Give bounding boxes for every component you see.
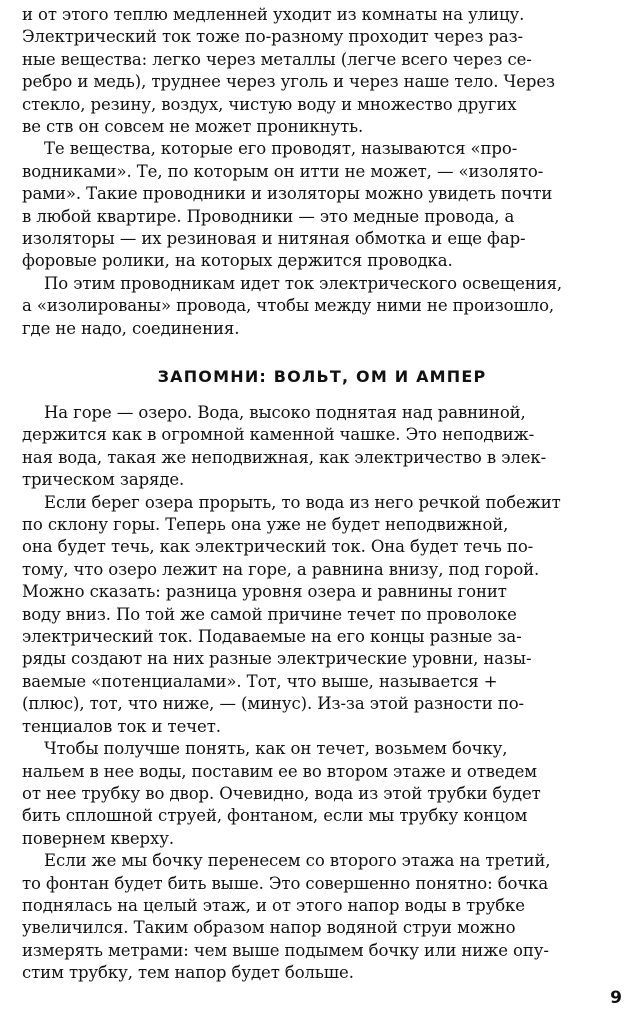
text-line: тому, что озеро лежит на горе, а равнина внизу, под горой. bbox=[22, 559, 540, 579]
text-line: нальем в нее воды, поставим ее во втором этаже и отведем bbox=[22, 761, 538, 781]
text-line: ваемые «потенциалами». Тот, что выше, называется + bbox=[22, 671, 498, 691]
text-line: (плюс), тот, что ниже, — (минус). Из-за этой разности по- bbox=[22, 694, 524, 714]
top-text-block bbox=[22, 4, 626, 340]
text-line: ная вода, такая же неподвижная, как электричество в элек- bbox=[22, 447, 547, 467]
text-line: где не надо, соединения. bbox=[22, 318, 240, 338]
text-line: ные вещества: легко через металлы (легче всего через се- bbox=[22, 49, 532, 69]
text-line: увеличился. Таким образом напор водяной струи можно bbox=[22, 918, 516, 938]
section-heading: ЗАПОМНИ: ВОЛЬТ, ОМ И АМПЕР bbox=[157, 367, 487, 386]
text-line: измерять метрами: чем выше подымем бочку или ниже опу- bbox=[22, 940, 549, 960]
text-line: по склону горы. Теперь она уже не будет неподвижной, bbox=[22, 515, 509, 535]
text-line: рами». Такие проводники и изоляторы можно увидеть почти bbox=[22, 184, 553, 204]
text-line: Можно сказать: разница уровня озера и равнины гонит bbox=[22, 582, 507, 602]
text-line: Электрический ток тоже по-разному проходит через раз- bbox=[22, 27, 524, 47]
text-line: водниками». Те, по которым он итти не может, — «изолято- bbox=[22, 161, 544, 181]
section-text-block bbox=[22, 402, 626, 985]
text-line: она будет течь, как электрический ток. Она будет течь по- bbox=[22, 537, 534, 557]
text-line: то фонтан будет бить выше. Это совершенно понятно: бочка bbox=[22, 873, 549, 893]
paragraph bbox=[22, 402, 626, 492]
text-line: и от этого теплю медленней уходит из комнаты на улицу. bbox=[22, 5, 525, 24]
text-line: поднялась на целый этаж, и от этого напор воды в трубке bbox=[22, 895, 525, 915]
page-number: 9 bbox=[610, 988, 622, 1008]
text-line: Те вещества, которые его проводят, называются «про- bbox=[44, 139, 518, 159]
paragraph bbox=[22, 492, 626, 738]
text-line: бить сплошной струей, фонтаном, если мы трубку концом bbox=[22, 806, 528, 826]
text-line: воду вниз. По той же самой причине течет по проволоке bbox=[22, 604, 517, 624]
text-line: ряды создают на них разные электрические уровни, назы- bbox=[22, 649, 532, 669]
paragraph bbox=[22, 273, 626, 340]
text-line: тенциалов ток и течет. bbox=[22, 716, 221, 736]
text-line: изоляторы — их резиновая и нитяная обмотка и еще фар- bbox=[22, 229, 526, 249]
text-line: Если же мы бочку перенесем со второго этажа на третий, bbox=[44, 851, 551, 871]
text-line: ребро и медь), труднее через уголь и через наше тело. Через bbox=[22, 72, 555, 92]
text-line: По этим проводникам идет ток электрического освещения, bbox=[44, 273, 563, 293]
paragraph bbox=[22, 738, 626, 850]
paragraph bbox=[22, 4, 626, 138]
text-line: стим трубку, тем напор будет больше. bbox=[22, 963, 354, 983]
text-line: Чтобы получше понять, как он течет, возьмем бочку, bbox=[44, 739, 508, 759]
text-line: ве ств он совсем не может проникнуть. bbox=[22, 117, 364, 137]
paragraph bbox=[22, 850, 626, 984]
paragraph bbox=[22, 138, 626, 272]
text-line: повернем кверху. bbox=[22, 828, 174, 848]
text-line: а «изолированы» провода, чтобы между ними не произошло, bbox=[22, 296, 555, 316]
text-line: стекло, резину, воздух, чистую воду и множество других bbox=[22, 94, 517, 114]
text-line: от нее трубку во двор. Очевидно, вода из этой трубки будет bbox=[22, 783, 541, 803]
text-line: держится как в огромной каменной чашке. Это неподвиж- bbox=[22, 425, 535, 445]
text-line: Если берег озера прорыть, то вода из него речкой побежит bbox=[44, 492, 561, 512]
text-line: форовые ролики, на которых держится проводка. bbox=[22, 251, 453, 271]
text-line: в любой квартире. Проводники — это медные провода, а bbox=[22, 206, 515, 226]
text-line: На горе — озеро. Вода, высоко поднятая над равниной, bbox=[44, 403, 526, 422]
text-line: трическом заряде. bbox=[22, 470, 185, 490]
text-line: электрический ток. Подаваемые на его концы разные за- bbox=[22, 627, 522, 647]
